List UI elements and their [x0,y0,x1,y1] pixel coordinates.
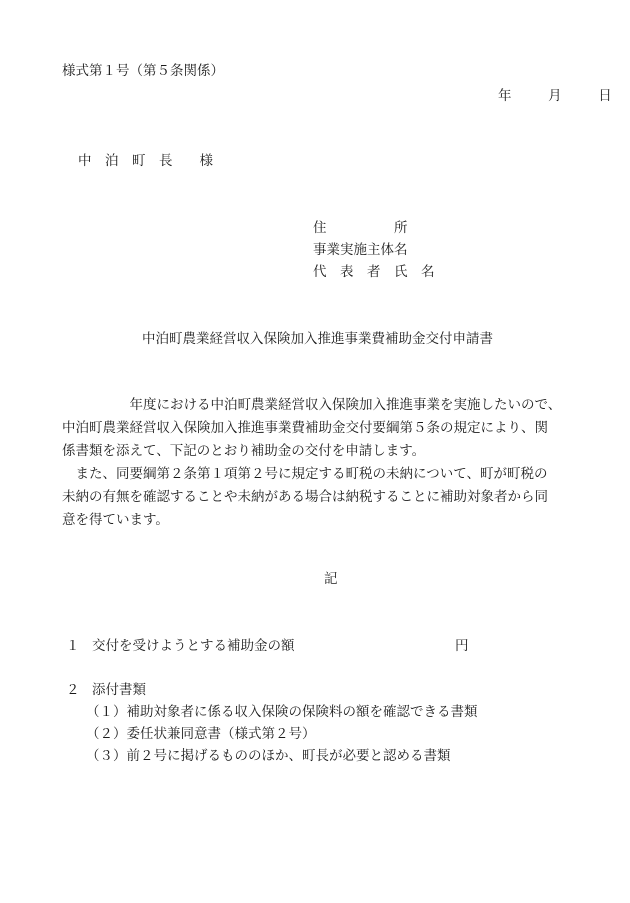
item1-number: １ [66,638,80,654]
body-line: 未納の有無を確認することや未納がある場合は納税することに補助対象者から同 [62,489,548,505]
body-line: 意を得ています。 [62,512,169,528]
item2-label: 添付書類 [92,682,146,698]
body-paragraph [62,394,582,532]
address-label: 住 所 [313,220,408,236]
item1-label: 交付を受けようとする補助金の額 [92,638,295,654]
attachment-item: （３）前２号に掲げるもののほか、町長が必要と認める書類 [86,748,451,764]
addressee: 中 泊 町 長 様 [78,153,213,169]
ki-heading: 記 [324,571,338,587]
body-line: 中泊町農業経営収入保険加入推進事業費補助金交付要綱第５条の規定により、関 [62,420,548,436]
date-line [498,90,612,104]
entity-label: 事業実施主体名 [313,242,408,258]
date-month: 月 [548,88,562,104]
form-number: 様式第１号（第５条関係） [62,63,224,79]
representative-label: 代 表 者 氏 名 [313,264,435,280]
attachment-item: （２）委任状兼同意書（様式第２号） [86,726,316,742]
body-line: 年度における中泊町農業経営収入保険加入推進事業を実施したいので、 [62,397,562,413]
date-day: 日 [598,88,612,104]
item2-number: ２ [66,682,80,698]
date-year: 年 [498,88,512,104]
body-line: 係書類を添えて、下記のとおり補助金の交付を申請します。 [62,443,426,459]
item1-unit: 円 [455,638,469,654]
body-line: また、同要綱第２条第１項第２号に規定する町税の未納について、町が町税の [62,466,548,482]
attachment-item: （１）補助対象者に係る収入保険の保険料の額を確認できる書類 [86,704,478,720]
document-title: 中泊町農業経営収入保険加入推進事業費補助金交付申請書 [142,331,493,347]
